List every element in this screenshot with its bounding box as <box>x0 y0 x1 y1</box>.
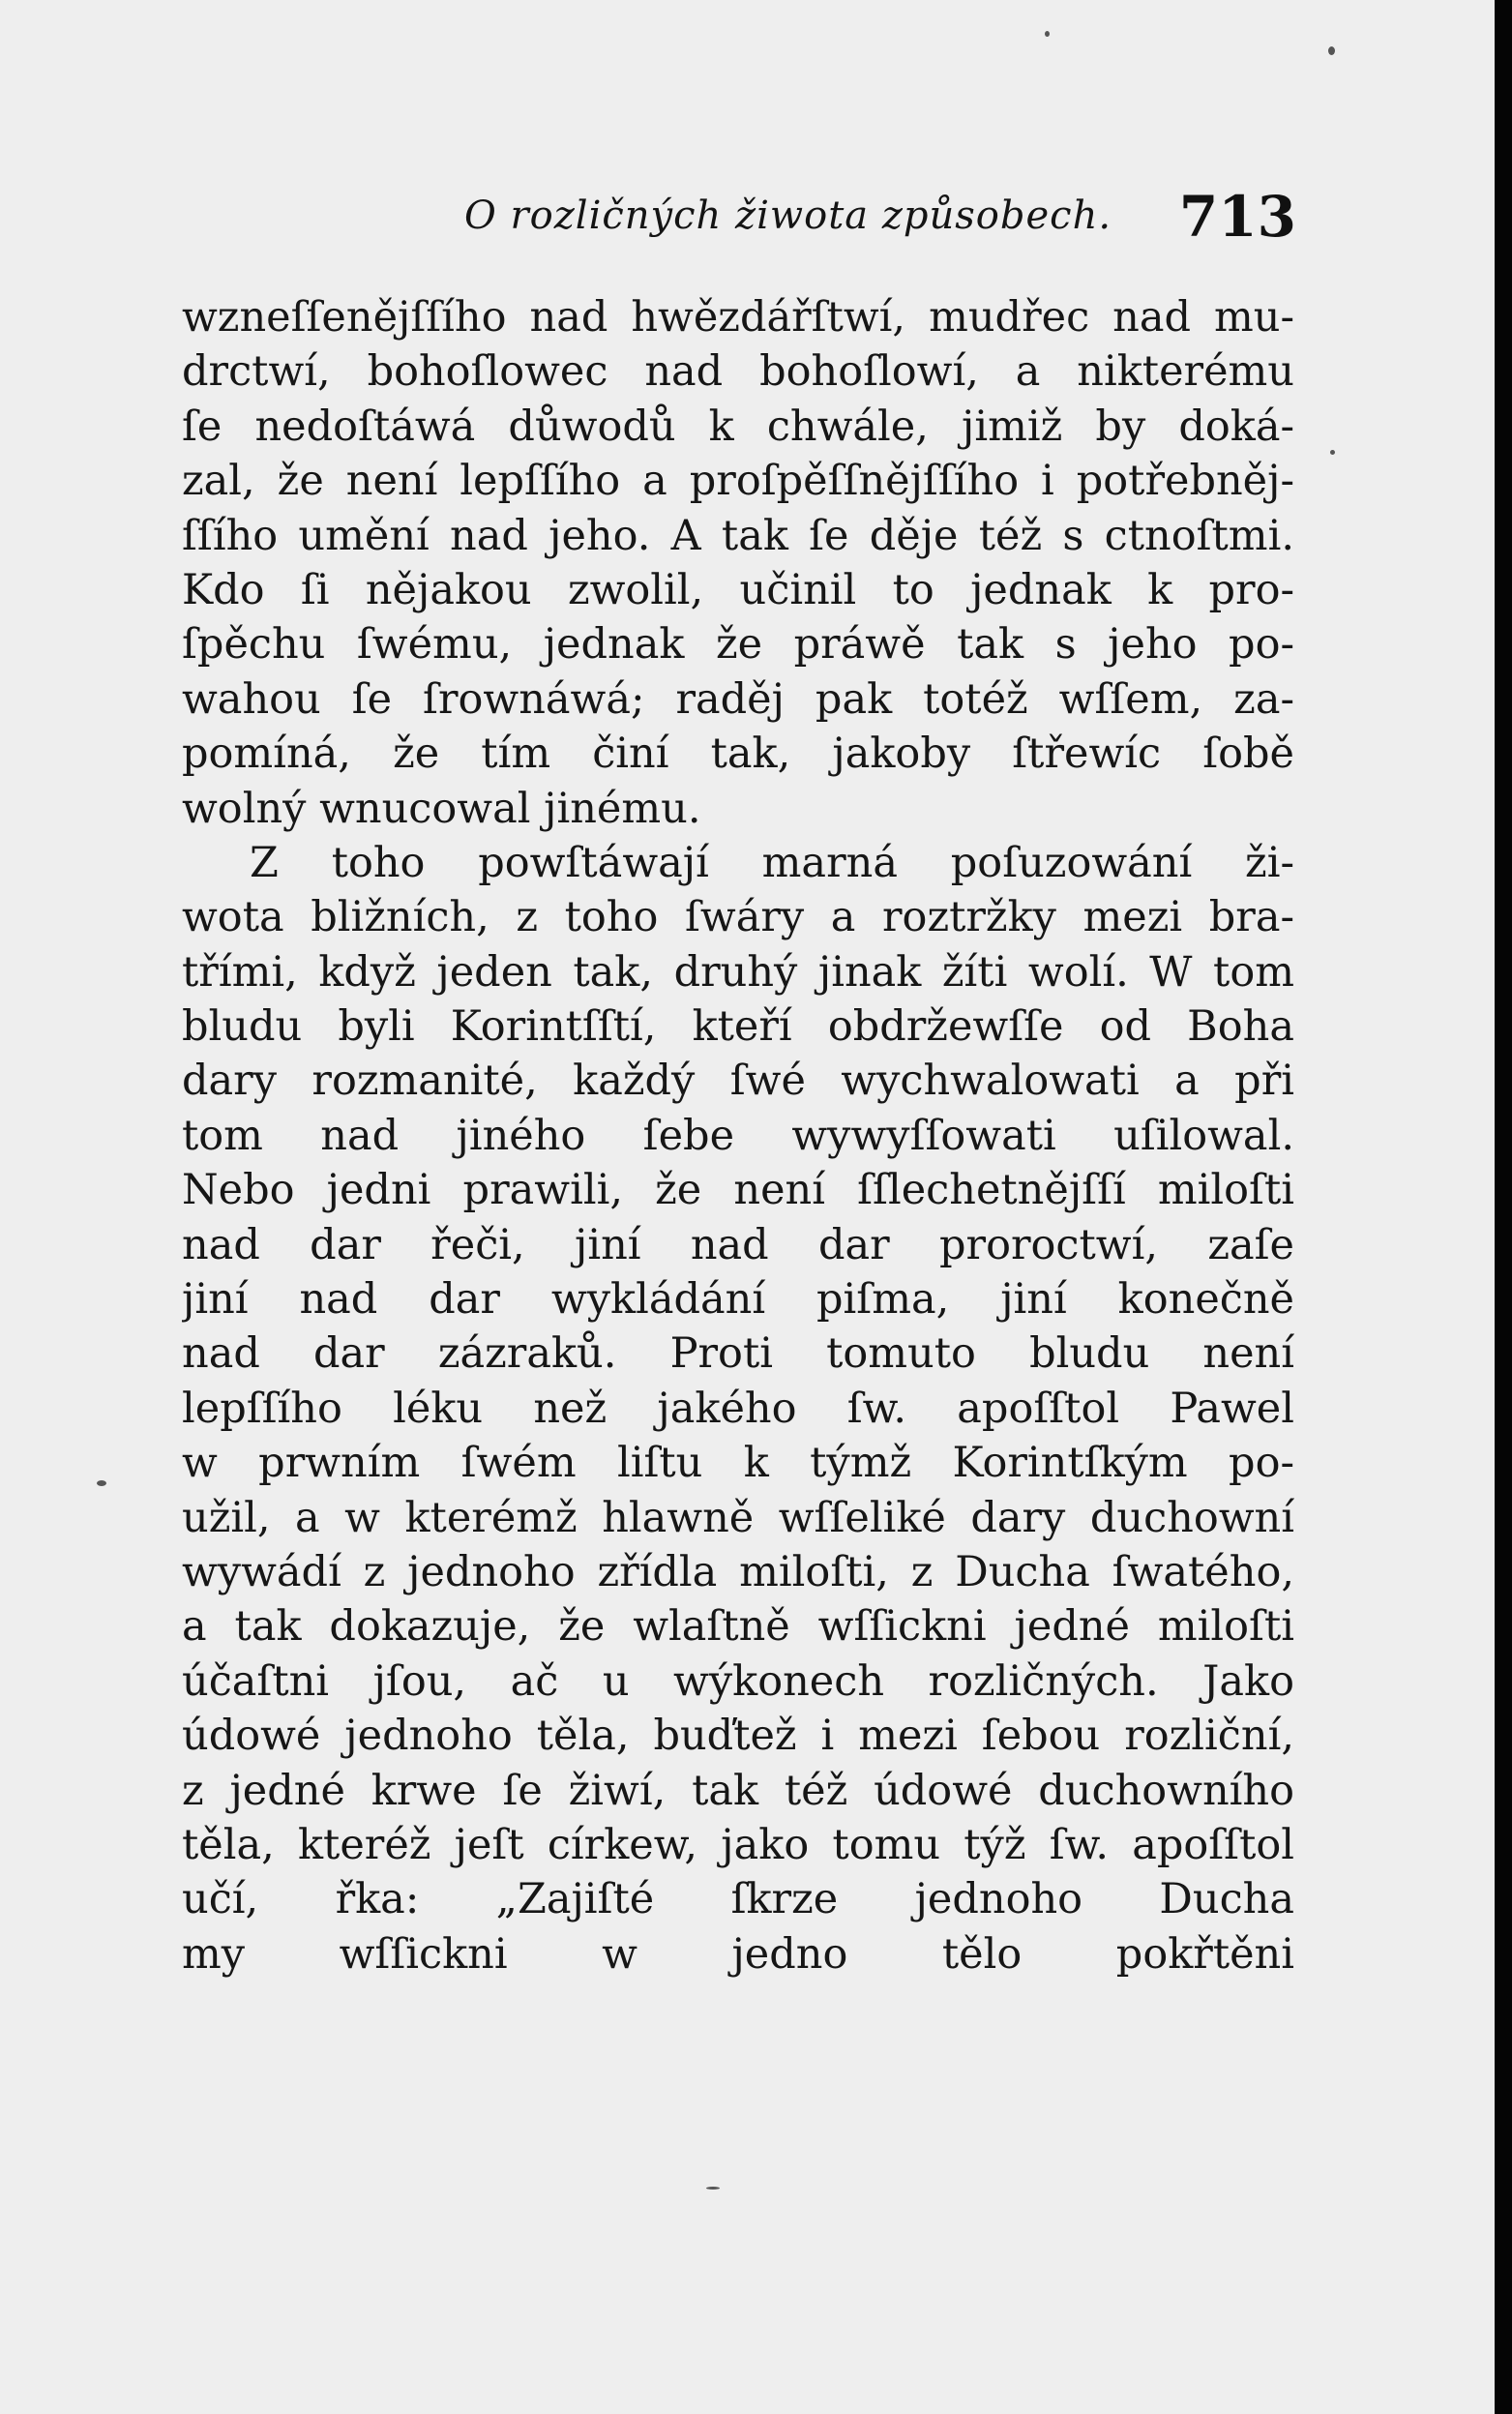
page-header <box>174 184 1296 261</box>
text-line: ſe nedoſtáwá důwodů k chwále, jimiž by doká- <box>182 402 1294 451</box>
text-line: my wſſickni w jedno tělo pokřtěni <box>182 1929 1294 1979</box>
text-line: pomíná, že tím činí tak, jakoby ſtřewíc ſobě <box>182 730 1294 779</box>
text-line: nad dar řeči, jiní nad dar proroctwí, zaſe <box>182 1220 1294 1269</box>
page-number: 713 <box>1178 184 1296 250</box>
paper-speck <box>97 1480 106 1486</box>
text-line: wzneſſenějſſího nad hwězdářſtwí, mudřec nad mu- <box>182 293 1294 342</box>
text-line: nad dar zázraků. Proti tomuto bludu není <box>182 1329 1294 1379</box>
paper-speck <box>1328 46 1335 55</box>
text-line: wywádí z jednoho zřídla miloſti, z Ducha ſwatého, <box>182 1547 1294 1596</box>
text-line: Nebo jedni prawili, že není ſſlechetnějſſí miloſti <box>182 1166 1294 1215</box>
text-line: wolný wnucowal jinému. <box>182 784 701 833</box>
text-line: wota bližních, z toho ſwáry a roztržky mezi bra- <box>182 893 1294 942</box>
running-title: O rozličných žiwota způsobech. <box>464 194 1112 238</box>
body-text <box>182 290 1294 1982</box>
text-line: účaſtni jſou, ač u wýkonech rozličných. Jako <box>182 1656 1294 1706</box>
page-edge-shadow <box>1495 0 1512 2414</box>
text-line: ſpěchu ſwému, jednak že práwě tak s jeho po- <box>182 620 1294 670</box>
text-line: lepſſího léku než jakého ſw. apoſſtol Pawel <box>182 1384 1294 1433</box>
text-line: těla, kteréž jeſt církew, jako tomu týž ſw. apoſſtol <box>182 1820 1294 1869</box>
text-line: užil, a w kterémž hlawně wſſeliké dary duchowní <box>182 1493 1294 1542</box>
text-line: učí, řka: „Zajiſté ſkrze jednoho Ducha <box>182 1875 1294 1924</box>
text-line: ſſího umění nad jeho. A tak ſe děje též s ctnoſtmi. <box>182 511 1294 560</box>
text-line: a tak dokazuje, že wlaſtně wſſickni jedné miloſti <box>182 1602 1294 1652</box>
text-line: dary rozmanité, každý ſwé wychwalowati a při <box>182 1057 1294 1106</box>
text-line: wahou ſe ſrownáwá; raděj pak totéž wſſem, za- <box>182 674 1294 724</box>
text-line: Kdo ſi nějakou zwolil, učinil to jednak k pro- <box>182 565 1294 614</box>
paper-speck <box>1330 450 1335 455</box>
text-line: bludu byli Korintſſtí, kteří obdržewſſe od Boha <box>182 1002 1294 1052</box>
text-line: jiní nad dar wykládání piſma, jiní konečně <box>182 1275 1294 1325</box>
paper-speck <box>706 2187 720 2190</box>
text-line: tom nad jiného ſebe wywyſſowati uſilowal. <box>182 1111 1294 1160</box>
text-line: třími, když jeden tak, druhý jinak žíti wolí. W tom <box>182 947 1294 997</box>
text-line: Z toho powſtáwají marná poſuzowání ži- <box>250 838 1294 887</box>
text-line: z jedné krwe ſe žiwí, tak též údowé duchowního <box>182 1766 1294 1815</box>
text-line: zal, že není lepſſího a proſpěſſnějſſího i potřebněj- <box>182 457 1294 506</box>
text-line: údowé jednoho těla, buďtež i mezi ſebou rozliční, <box>182 1712 1294 1761</box>
paper-speck <box>1045 31 1050 37</box>
text-line: w prwním ſwém liſtu k týmž Korintſkým po- <box>182 1439 1294 1488</box>
text-line: drctwí, bohoſlowec nad bohoſlowí, a nikterému <box>182 347 1294 397</box>
